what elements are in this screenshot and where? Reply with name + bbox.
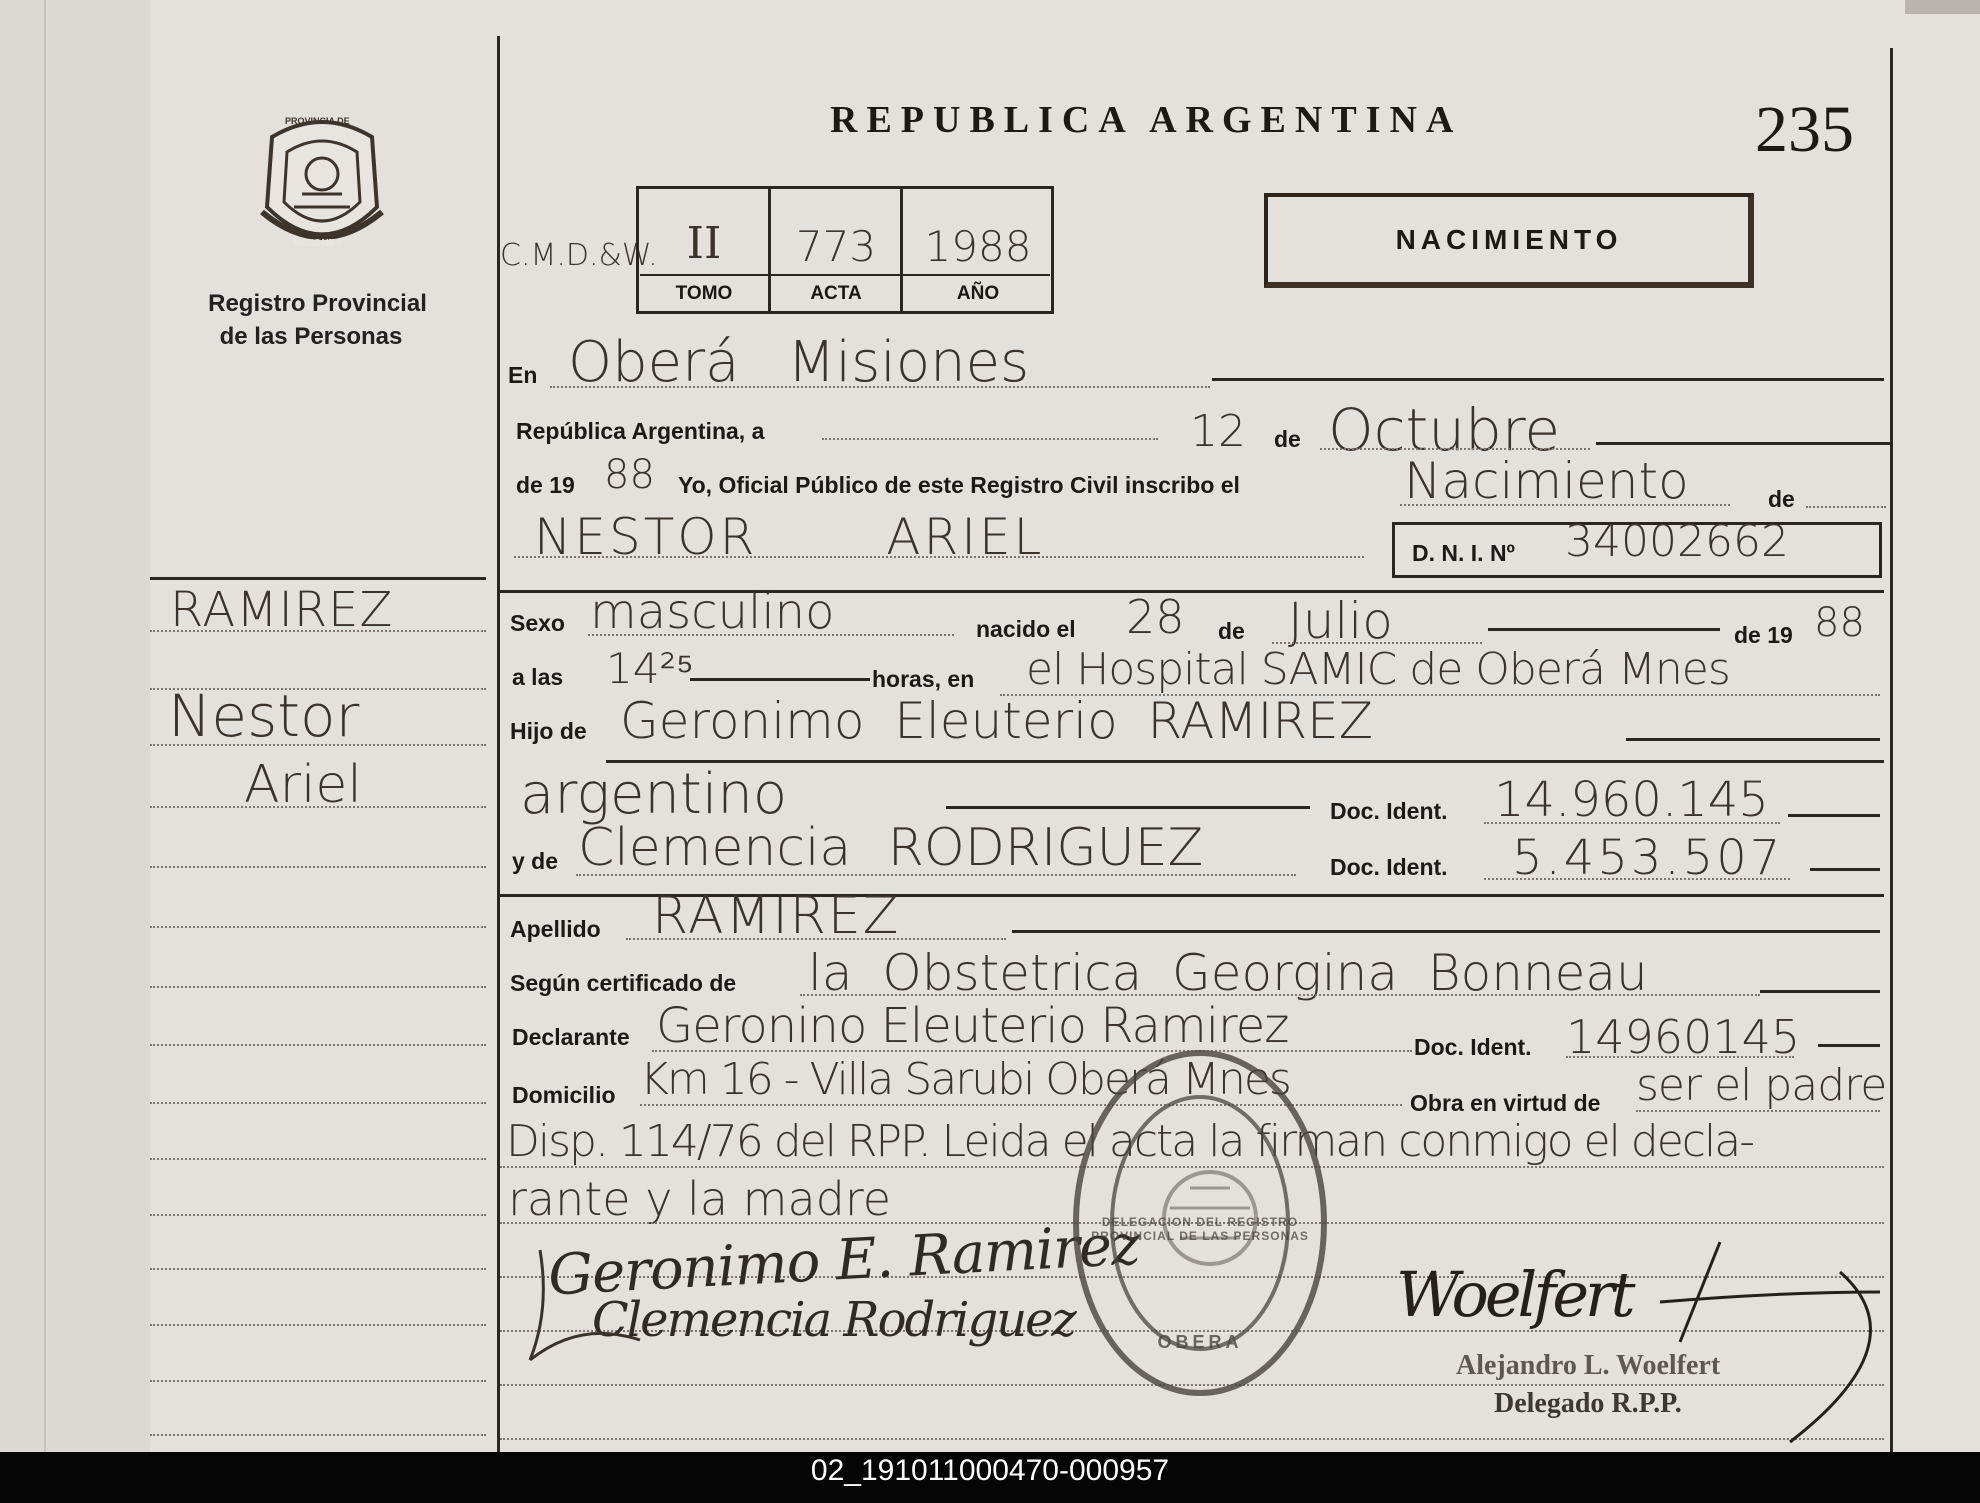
label-domicilio: Domicilio	[512, 1082, 616, 1108]
value-act-type: Nacimiento	[1404, 452, 1689, 510]
side-dotted-line	[150, 1380, 486, 1382]
dots-certificado	[800, 994, 1760, 996]
rule-father	[1626, 738, 1880, 741]
page-gutter	[0, 0, 150, 1452]
label-republica: República Argentina, a	[516, 418, 765, 444]
acta-value: 773	[795, 222, 877, 271]
side-dotted-line	[150, 926, 486, 928]
side-dotted-line	[150, 1434, 486, 1436]
dots-obra	[1636, 1110, 1880, 1112]
value-apellido: RAMIREZ	[652, 886, 901, 946]
dots-mother	[576, 874, 1296, 876]
value-mother-doc: 5.453.507	[1512, 830, 1784, 886]
document-type-label: NACIMIENTO	[1395, 224, 1623, 255]
seal-text-top: PROVINCIA DE	[285, 116, 350, 126]
label-de19-birth: de 19	[1734, 622, 1793, 648]
value-day: 12	[1190, 406, 1246, 457]
value-birth-time: 14²⁵	[606, 644, 694, 693]
label-declarante: Declarante	[512, 1024, 630, 1050]
tomo-label: TOMO	[675, 283, 733, 304]
signature-mother: Clemencia Rodriguez	[592, 1292, 1075, 1348]
label-segun: Según certificado de	[510, 970, 737, 996]
official-title: Delegado R.P.P.	[1494, 1388, 1682, 1419]
value-obra: ser el padre	[1636, 1060, 1887, 1111]
official-signature: Woelfert	[1396, 1258, 1632, 1331]
dots-child-name	[514, 556, 1364, 558]
reference-divider-2	[900, 188, 903, 312]
side-surname: RAMIREZ	[170, 582, 394, 638]
signature-declarant: Geronimo E. Ramirez	[546, 1212, 1141, 1309]
country-heading: REPUBLICA ARGENTINA	[830, 99, 1463, 141]
reference-underline	[640, 274, 1050, 276]
rule-father-doc	[1788, 814, 1880, 817]
registry-title-line1: Registro Provincial	[208, 290, 427, 317]
side-dotted-line	[150, 806, 486, 808]
reference-divider-1	[768, 188, 771, 312]
label-obra: Obra en virtud de	[1410, 1090, 1601, 1116]
value-birth-year: 88	[1814, 600, 1865, 646]
label-de-act: de	[1768, 486, 1795, 512]
rule-after-father	[606, 760, 1884, 763]
side-dotted-line	[150, 688, 486, 690]
side-dotted-line	[150, 866, 486, 868]
side-first-name: Nestor	[168, 682, 360, 750]
dots-republica	[822, 438, 1158, 440]
label-nacido: nacido el	[976, 616, 1076, 642]
value-declarante-doc: 14960145	[1566, 1010, 1801, 1064]
value-birth-month: Julio	[1288, 592, 1393, 650]
dots-father-doc	[1484, 822, 1780, 824]
side-dotted-line	[150, 986, 486, 988]
side-dotted-line	[150, 1324, 486, 1326]
dots-month	[1320, 448, 1590, 450]
side-dotted-line	[150, 1158, 486, 1160]
left-binding-line	[44, 0, 46, 1452]
tomo-value: II	[686, 218, 722, 269]
rule-mother-doc	[1810, 868, 1880, 871]
dots-act-type	[1400, 504, 1730, 506]
top-right-edge	[1905, 0, 1980, 14]
rule-place	[1212, 378, 1884, 381]
label-de19: de 19	[516, 472, 575, 498]
value-month: Octubre	[1328, 396, 1561, 464]
label-de-birth: de	[1218, 618, 1245, 644]
side-second-name: Ariel	[244, 755, 362, 815]
label-de-month: de	[1274, 426, 1301, 452]
value-birth-place: el Hospital SAMIC de Oberá Mnes	[1026, 644, 1730, 695]
label-a-las: a las	[512, 664, 564, 690]
value-declarante: Geronino Eleuterio Ramirez	[656, 998, 1289, 1054]
rule-nationality	[946, 806, 1310, 809]
side-dotted-line	[150, 1102, 486, 1104]
value-year-suffix: 88	[604, 452, 655, 498]
side-top-rule	[150, 577, 486, 580]
value-dni: 34002662	[1565, 516, 1789, 567]
value-domicilio: Km 16 - Villa Sarubi Oberá Mnes	[640, 1054, 1290, 1105]
official-name: Alejandro L. Woelfert	[1456, 1350, 1721, 1381]
rule-month	[1596, 442, 1890, 445]
side-dotted-line	[150, 744, 486, 746]
stamp-city: OBERA	[1157, 1332, 1243, 1352]
value-child-name: NESTOR ARIEL	[534, 508, 1045, 566]
rule-birth-time	[690, 678, 870, 681]
label-en: En	[508, 362, 538, 388]
acta-label: ACTA	[810, 283, 862, 304]
value-note-line1: Disp. 114/76 del RPP. Leida el acta la firman conmigo el decla-	[506, 1116, 1754, 1167]
value-note-line2: rante y la madre	[508, 1172, 892, 1226]
dots-declarante-doc	[1566, 1056, 1794, 1058]
value-place: Oberá Misiones	[568, 330, 1030, 395]
side-dotted-line	[150, 1214, 486, 1216]
value-certificado: la Obstetrica Georgina Bonneau	[808, 944, 1648, 1002]
value-mother: Clemencia RODRIGUEZ	[578, 818, 1204, 878]
rule-declarante-doc	[1818, 1044, 1880, 1047]
label-official-text: Yo, Oficial Público de este Registro Civil inscribo el	[678, 472, 1240, 498]
label-doc-father: Doc. Ident.	[1330, 798, 1448, 824]
value-father: Geronimo Eleuterio RAMIREZ	[620, 692, 1373, 750]
value-birth-day: 28	[1126, 590, 1185, 644]
ano-label: AÑO	[956, 283, 1000, 304]
label-sexo: Sexo	[510, 610, 565, 636]
label-hijo: Hijo de	[510, 718, 587, 744]
side-dotted-line	[150, 1044, 486, 1046]
registry-title-line2: de las Personas	[219, 323, 403, 350]
dots-place	[550, 386, 1210, 388]
dots-sexo	[588, 634, 954, 636]
label-dni: D. N. I. Nº	[1412, 540, 1515, 566]
dots-apellido	[626, 938, 1006, 940]
image-id-label: 02_191011000470-000957	[810, 1454, 1170, 1487]
reference-prefix: C.M.D.&W.	[500, 238, 658, 273]
seal-text-bottom: MISIONES	[293, 238, 342, 249]
record-number: 235	[1755, 93, 1854, 166]
value-sexo: masculino	[590, 584, 835, 640]
label-horas: horas, en	[872, 666, 975, 692]
label-apellido: Apellido	[510, 916, 601, 942]
side-dotted-line	[150, 630, 486, 632]
label-y-de: y de	[512, 848, 559, 874]
value-father-doc: 14.960.145	[1494, 772, 1769, 828]
rule-certificado	[1760, 990, 1880, 993]
label-doc-declarante: Doc. Ident.	[1414, 1034, 1532, 1060]
rule-apellido	[1012, 930, 1880, 933]
dots-mother-doc	[1484, 878, 1790, 880]
label-doc-mother: Doc. Ident.	[1330, 854, 1448, 880]
signature-flourish	[520, 1230, 920, 1370]
side-dotted-line	[150, 1268, 486, 1270]
rule-birth-month	[1488, 628, 1720, 631]
stamp-ring-text: DELEGACION DEL REGISTRO PROVINCIAL DE LAS PERSONAS	[1091, 1215, 1309, 1243]
value-nationality: argentino	[520, 762, 788, 827]
dots-de-act	[1806, 506, 1886, 508]
ano-value: 1988	[924, 222, 1032, 271]
